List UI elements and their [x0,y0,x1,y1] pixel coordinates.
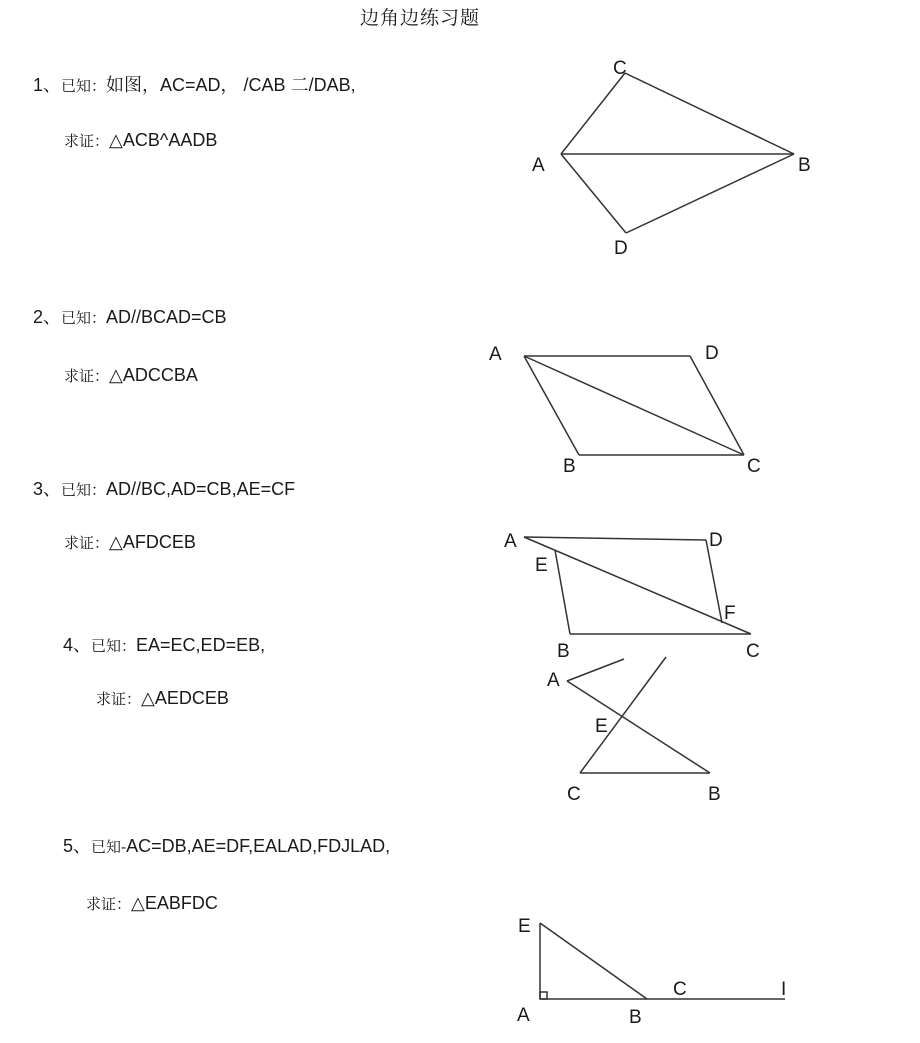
problem-5-given-label: 已知- [91,838,127,856]
point-label-b: B [557,641,570,662]
problem-5-prove-text: △EABFDC [131,893,218,913]
problem-4-prove-text: △AEDCEB [141,688,229,708]
point-label-c: C [567,784,581,805]
problem-5-prove-label: 求证： [86,895,132,913]
point-label-b: B [798,155,811,176]
point-label-b: B [563,456,576,477]
segment-eb [540,923,647,999]
problem-2-number: 2、 [33,307,62,327]
problem-3-given-label: 已知： [61,481,107,499]
problem-1-prove-text: △ACB^AADB [109,130,218,150]
point-label-b: B [629,1007,642,1028]
problem-2-prove-text: △ADCCBA [109,365,198,385]
problem-5-given-text: AC=DB,AE=DF,EALAD,FDJLAD, [126,836,391,856]
point-label-d: D [705,343,719,364]
point-label-c: C [746,641,760,662]
point-label-i: I [781,979,787,1000]
problem-1-number: 1、 [33,75,62,95]
point-label-a: A [547,670,560,691]
problem-2-prove-label: 求证： [64,367,110,385]
problem-3-number: 3、 [33,479,62,499]
point-label-d: D [709,530,723,551]
point-label-e: E [595,716,608,737]
point-label-a: A [504,531,517,552]
problem-4-given-text: EA=EC,ED=EB, [136,635,266,655]
point-label-b: B [708,784,721,805]
problem-3-prove-text: △AFDCEB [109,532,196,552]
point-label-a: A [489,344,502,365]
point-label-e: E [535,555,548,576]
point-label-c: C [747,456,761,477]
right-angle-marker [540,992,547,999]
problem-4-number: 4、 [63,635,92,655]
problem-3-prove-label: 求证： [64,534,110,552]
point-label-a: A [517,1005,530,1026]
problem-2-given-label: 已知： [61,309,107,327]
point-label-c: C [673,979,687,1000]
problem-1-given-label: 已知： [61,77,107,95]
problem-4-given-label: 已知： [91,637,137,655]
problem-5-number: 5、 [63,836,92,856]
page-title: 边角边练习题 [359,7,480,29]
problem-3-given-text: AD//BC,AD=CB,AE=CF [106,479,296,499]
point-label-f: F [724,603,736,624]
point-label-d: D [614,238,628,259]
point-label-c: C [613,58,627,79]
point-label-a: A [532,155,545,176]
problem-2-given-text: AD//BCAD=CB [106,307,227,327]
point-label-e: E [518,916,531,937]
problem-1-prove-label: 求证： [64,132,110,150]
problem-1-given-text: 如图，AC=AD， /CAB 二/DAB, [106,75,356,95]
problem-4-prove-label: 求证： [96,690,142,708]
